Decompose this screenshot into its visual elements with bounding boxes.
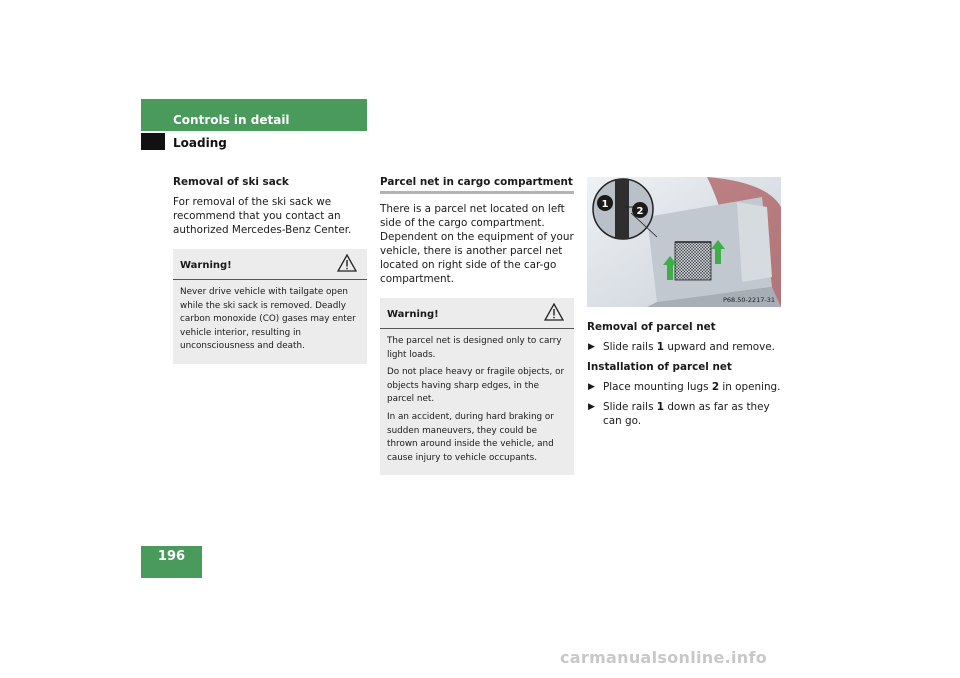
warning-text: Never drive vehicle with tailgate open while the ski sack is removed. Deadly carbon monoxide (CO) gases may enter vehicle interior, resulting in unconsciousness and death. [180, 287, 356, 352]
subsection-marker [141, 133, 165, 150]
column-ski-sack [173, 175, 367, 364]
warning-body [380, 329, 574, 471]
page-number: 196 [157, 549, 186, 564]
figure-code: P68.50-2217-31 [722, 296, 775, 304]
warning-text: The parcel net is designed only to carry light loads. [387, 336, 562, 360]
subsection-title: Loading [173, 136, 227, 150]
bullet-arrow-icon: ▶ [588, 402, 595, 412]
parcel-net-text: There is a parcel net located on left side of the cargo compartment. Dependent on the equipment of your vehicle, there is another parcel net located on right side of the car-go compartment. [380, 203, 574, 285]
warning-triangle-icon [337, 254, 357, 272]
parcel-net-heading: Parcel net in cargo compartment [380, 175, 574, 194]
warning-text: Do not place heavy or fragile objects, or objects having sharp edges, in the parcel net. [387, 367, 565, 405]
warning-box [173, 249, 367, 364]
cargo-compartment-drawing [587, 177, 781, 307]
section-title: Controls in detail [173, 113, 290, 127]
removal-step: ▶ Slide rails 1 upward and remove. [588, 341, 775, 353]
warning-text: In an accident, during hard braking or sudden maneuvers, they could be thrown around inside the vehicle, and cause injury to vehicle occupants. [387, 411, 554, 463]
installation-heading: Installation of parcel net [587, 361, 732, 373]
warning-label: Warning! [387, 309, 439, 320]
warning-triangle-icon [544, 303, 564, 321]
parcel-net-illustration [587, 177, 781, 307]
ski-sack-heading: Removal of ski sack [173, 176, 289, 188]
page-number-box [141, 546, 202, 578]
callout-1: 1 [601, 199, 609, 210]
watermark: carmanualsonline.info [560, 648, 768, 667]
column-instructions [587, 320, 787, 434]
column-parcel-net [380, 175, 574, 475]
callout-2: 2 [636, 206, 644, 217]
warning-box [380, 298, 574, 475]
removal-heading: Removal of parcel net [587, 321, 716, 333]
warning-label: Warning! [180, 260, 232, 271]
warning-body [173, 280, 367, 360]
bullet-arrow-icon: ▶ [588, 382, 595, 392]
warning-header [380, 298, 574, 329]
warning-header [173, 249, 367, 280]
install-step-1: ▶ Place mounting lugs 2 in opening. [588, 381, 781, 393]
ski-sack-text: For removal of the ski sack we recommend that you contact an authorized Mercedes-Benz Center. [173, 196, 352, 236]
install-step-2: ▶ Slide rails 1 down as far as they can go. [588, 401, 770, 427]
bullet-arrow-icon: ▶ [588, 342, 595, 352]
